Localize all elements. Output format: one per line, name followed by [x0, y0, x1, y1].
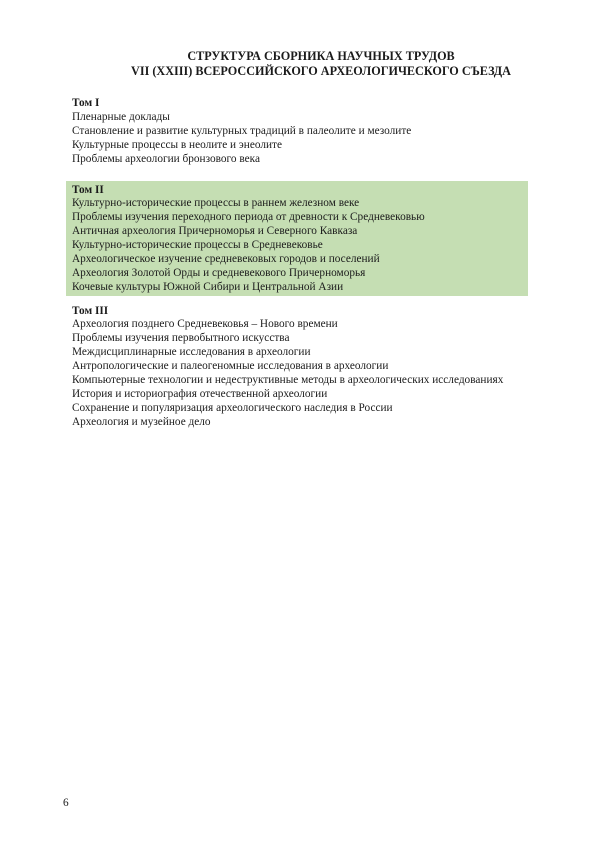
document-title: [72, 49, 570, 80]
section-volume-3: [72, 305, 542, 430]
section-volume-1: [72, 97, 542, 167]
list-item: Археология и музейное дело: [72, 415, 211, 428]
list-item: Антропологические и палеогеномные исследования в археологии: [72, 360, 389, 373]
list-item: Культурно-исторические процессы в Средневековье: [72, 239, 323, 252]
list-item: Проблемы изучения переходного периода от древности к Средневековью: [72, 211, 425, 224]
list-item: Археологическое изучение средневековых городов и поселений: [72, 253, 380, 266]
list-item: Археология Золотой Орды и средневекового Причерноморья: [72, 266, 366, 279]
list-item: Культурно-исторические процессы в раннем железном веке: [72, 197, 360, 210]
section-volume-2-highlighted: [66, 181, 528, 296]
volume-3-heading: Том III: [72, 304, 109, 317]
volume-1-heading: Том I: [72, 97, 100, 109]
list-item: Сохранение и популяризация археологического наследия в России: [72, 401, 393, 414]
volume-2-heading: Том II: [72, 183, 104, 196]
list-item: Становление и развитие культурных традиций в палеолите и мезолите: [72, 124, 412, 137]
list-item: Проблемы археологии бронзового века: [72, 152, 260, 165]
list-item: Археология позднего Средневековья – Нового времени: [72, 318, 338, 331]
title-line-1: СТРУКТУРА СБОРНИКА НАУЧНЫХ ТРУДОВ: [187, 49, 455, 63]
list-item: Культурные процессы в неолите и энеолите: [72, 138, 282, 151]
page-number: 6: [63, 797, 69, 809]
list-item: Античная археология Причерноморья и Северного Кавказа: [72, 225, 358, 238]
list-item: Проблемы изучения первобытного искусства: [72, 332, 290, 345]
list-item: Кочевые культуры Южной Сибири и Центральной Азии: [72, 280, 344, 293]
title-line-2: VII (XXIII) ВСЕРОССИЙСКОГО АРХЕОЛОГИЧЕСКОГО СЪЕЗДА: [131, 64, 511, 79]
list-item: Междисциплинарные исследования в археологии: [72, 346, 311, 359]
list-item: Пленарные доклады: [72, 110, 170, 123]
list-item: Компьютерные технологии и недеструктивные методы в археологических исследованиях: [72, 374, 504, 387]
list-item: История и историография отечественной археологии: [72, 387, 328, 400]
